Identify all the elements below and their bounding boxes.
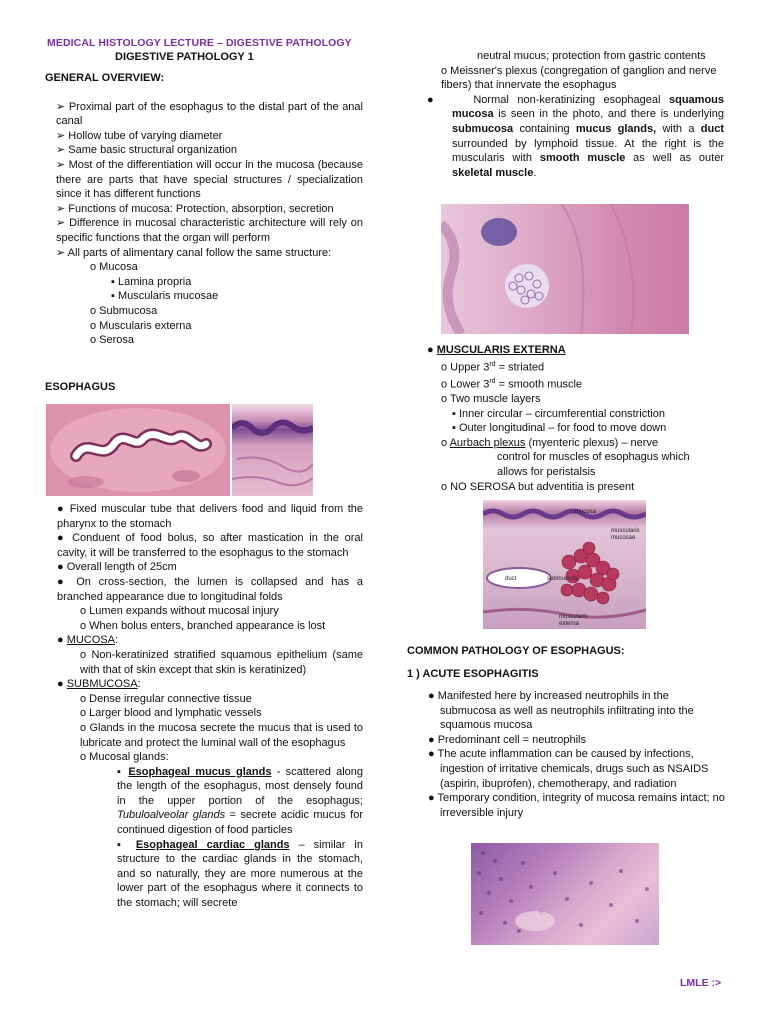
micro-label: muscularis mucosae [611,528,640,541]
micro-label: mucosa [575,509,597,515]
lecture-title: MEDICAL HISTOLOGY LECTURE – DIGESTIVE PATHOLOGY [47,37,352,49]
esophagus-bullet: ● Fixed muscular tube that delivers food and liquid from the pharynx to the stomach [57,503,363,530]
acute-esophagitis-micrograph [471,843,659,945]
esophagus-section [57,502,363,911]
mucosa-bullet: ● MUCOSA: [57,634,119,647]
esophagus-heading: ESOPHAGUS [45,381,116,393]
acute-bullet: ● Temporary condition, integrity of mucosa remains intact; no irreversible injury [428,792,725,819]
two-muscle-layers: o Two muscle layers [441,393,541,406]
acute-esophagitis-bullets [428,689,728,820]
cardiac-glands-item: ▪ Esophageal cardiac glands – similar in structure to the cardiac glands in the stomach, and so naturally, they are more numerous at the lower part of the esophagus where it connects to the stomach; will secrete [117,838,363,910]
overview-bullet: ➢ All parts of alimentary canal follow the same structure: [56,246,332,259]
submucosa-bullet: ● SUBMUCOSA: [57,678,141,691]
lumen-subitem: o When bolus enters, branched appearance is lost [80,619,326,632]
no-serosa: o NO SEROSA but adventitia is present [441,480,635,493]
layer-item: ▪ Lamina propria [111,275,192,288]
meissner-plexus: o Meissner's plexus (congregation of ganglion and nerve fibers) that innervate the esophagus [441,64,717,92]
overview-bullet: ➢ Proximal part of the esophagus to the distal part of the anal canal [56,100,363,128]
mucus-glands-item: ▪ Esophageal mucus glands - scattered along the length of the esophagus, most densely found in the upper portion of the esophagus; Tubuloalveolar glands = secrete acidic mucus for continued digestion of food particles [117,765,363,837]
continued-text: neutral mucus; protection from gastric contents [477,50,706,62]
submucosa-subitem: o Mucosal glands: [80,751,169,764]
left-column [45,71,363,348]
acute-bullet: ● Manifested here by increased neutrophils in the submucosa as well as neutrophils infiltrating into the squamous mucosa [428,690,694,732]
esophagus-cross-section-micrograph [46,404,230,496]
esophagus-bullet: ● Overall length of 25cm [57,561,177,574]
page-subtitle: DIGESTIVE PATHOLOGY 1 [115,51,254,63]
acute-esophagitis-heading: 1 ) ACUTE ESOPHAGITIS [407,668,539,680]
layer-item: o Submucosa [90,304,158,317]
overview-bullet: ➢ Same basic structural organization [56,144,238,157]
submucosa-subitem: o Larger blood and lymphatic vessels [80,707,262,720]
mucus-glands-end: = secrete acidic mucus for continued digestion of food particles [117,809,363,837]
cardiac-glands-label: Esophageal cardiac glands [135,838,290,851]
aurbach-continued: allows for peristalsis [497,466,596,479]
footer-tag: LMLE :> [680,977,722,989]
micro-label: muscularis externa [559,614,588,627]
layer-item: ▪ Muscularis mucosae [111,290,219,303]
esophagus-mucosa-micrograph [232,404,313,496]
mucosa-subitem: o Non-keratinized stratified squamous epithelium (same with that of skin except that skin is keratinized) [80,648,363,676]
normal-mucosa-description: ● Normal non-keratinizing esophageal squamous mucosa is seen in the photo, and there is underlying submucosa containing mucus glands, with a duct surrounded by lymphoid tissue. At the right is the muscularis with smooth muscle as well as outer skeletal muscle. [427,93,724,179]
submucosa-label: SUBMUCOSA [66,678,138,691]
lumen-subitem: o Lumen expands without mucosal injury [80,605,279,618]
mucosa-label: MUCOSA [66,634,115,647]
pathology-heading: COMMON PATHOLOGY OF ESOPHAGUS: [407,645,625,657]
layer-item: o Mucosa [90,261,138,274]
overview-bullet: ➢ Most of the differentiation will occur in the mucosa (because there are parts that have special structures / specialization since it has different functions [56,158,363,201]
micro-label: submucosa [547,576,578,582]
labeled-esophagus-micrograph [483,500,646,629]
mucus-glands-text: - scattered along the length of the esophagus, most densely found in the upper portion of the esophagus; [117,765,363,807]
layer-item: o Serosa [90,334,135,347]
aurbach-continued: control for muscles of esophagus which [497,451,690,464]
upper-third: o Upper 3rd = striated [441,360,545,374]
general-overview-heading: GENERAL OVERVIEW: [45,72,165,84]
overview-bullet: ➢ Functions of mucosa: Protection, absorption, secretion [56,202,334,215]
overview-bullet: ➢ Difference in mucosal characteristic architecture will rely on specific functions that the organ will perform [56,217,363,244]
outer-longitudinal: ▪ Outer longitudinal – for food to move down [452,422,667,435]
lower-third: o Lower 3rd = smooth muscle [441,377,583,391]
tubuloalveolar-label: Tubuloalveolar glands [117,809,226,822]
muscularis-heading: ● MUSCULARIS EXTERNA [427,344,566,356]
micro-label: duct [505,576,517,582]
mucus-glands-label: Esophageal mucus glands [128,765,272,778]
inner-circular: ▪ Inner circular – circumferential constriction [452,407,665,420]
submucosa-subitem: o Dense irregular connective tissue [80,692,252,705]
right-column-top [427,49,724,180]
esophagus-bullet: ● Conduent of food bolus, so after mastication in the oral cavity, it will be transferred to the esophagus to the stomach [57,532,363,559]
overview-bullets [45,100,363,348]
acute-bullet: ● The acute inflammation can be caused by infections, ingestion of irritative chemicals, drugs such as NSAIDS (aspirin, ibuprofen), chemotherapy, and radiation [428,748,709,790]
cardiac-glands-text: – similar in structure to the cardiac glands in the stomach, and so naturally, they are more numerous at the lower part of the esophagus where it connects to the stomach; will secrete [117,838,363,910]
muscularis-externa-section [427,343,727,494]
layer-item: o Muscularis externa [90,319,192,332]
esophagus-bullet: ● On cross-section, the lumen is collapsed and has a branched appearance due to longitudinal folds [57,575,363,603]
overview-bullet: ➢ Hollow tube of varying diameter [56,129,223,142]
aurbach-plexus: o Aurbach plexus (myenteric plexus) – nerve [441,436,659,449]
acute-bullet: ● Predominant cell = neutrophils [428,733,586,746]
normal-esophagus-micrograph [441,204,689,334]
submucosa-subitem: o Glands in the mucosa secrete the mucus that is used to lubricate and protect the luminal wall of the esophagus [80,721,363,749]
